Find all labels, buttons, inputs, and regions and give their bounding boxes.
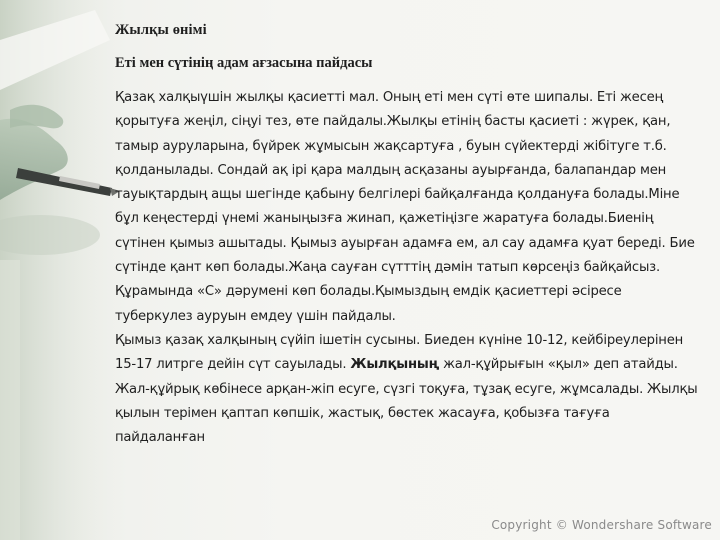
page-title: Жылқы өнімі	[115, 22, 207, 38]
paragraph-2-end: жал-құйрығын «қыл» деп атайды. Жал-құйрық көбінесе арқан-жіп есуге, сүзгі тоқуға, тұзақ есуге, жұмсалады. Жылқы қылын терімен қаптап көпшік, жастық, бөстек жасауға, қобызға тағуға пайдаланған	[115, 357, 698, 446]
bold-term: Жылқының	[350, 357, 440, 373]
pen-hand-photo-icon	[0, 0, 120, 540]
document-content	[115, 22, 700, 450]
body-paragraph-2	[115, 329, 700, 450]
section-subtitle: Еті мен сүтінің адам ағзасына пайдасы	[115, 55, 373, 71]
body-paragraph: Қазақ халқыүшін жылқы қасиетті мал. Оның еті мен сүті өте шипалы. Еті жесең қорытуға жеңіл, сіңуі тез, өте пайдалы.Жылқы етінің басты қасиеті : жүрек, қан, тамыр ауруларына, бүйрек жұмысын жақсартуға , буын сүйектерді жібітуге т.б. қолданылады. Сондай ақ ірі қара малдың асқазаны ауырғанда, балапандар мен тауықтардың ащы шегінде қабыну белгілері байқалғанда қолдануға болады.Міне бұл кеңестерді үнемі жаныңызға жинап, қажетіңізге жаратуға болады.Биенің сүтінен қымыз ашытады. Қымыз ауырған адамға ем, ал сау адамға қуат береді. Бие сүтінде қант көп болады.Жаңа сауған сүтттің дәмін татып көрсеңіз байқайсыз. Құрамында «С» дәрумені көп болады.Қымыздың емдік қасиеттері әсіресе туберкулез ауруын емдеу үшін пайдалы.	[115, 90, 695, 324]
copyright-footer: Copyright © Wondershare Software	[491, 518, 712, 532]
paragraph-2-start: Қымыз қазақ халқының сүйіп ішетін сусыны. Биеден күніне 10-12, кейбіреулерінен 15-17 литрге дейін сүт сауылады.	[115, 332, 684, 373]
